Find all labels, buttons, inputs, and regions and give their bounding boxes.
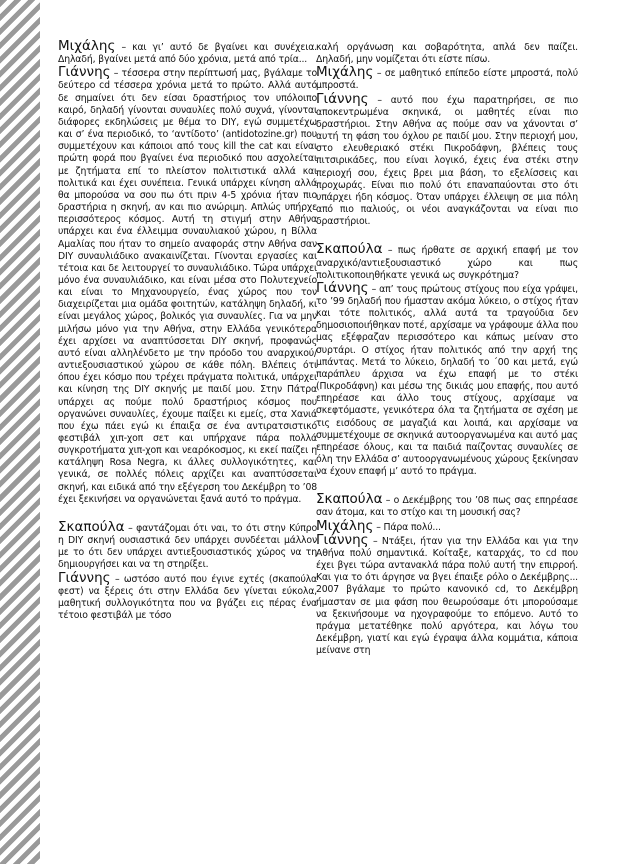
paragraph-text: – Ντάξει, ήταν για την Ελλάδα και για την Αθήνα πολύ σημαντικά. Κοίταξε, καταρχάς, το cd που έχει βγει τώρα αντανακλά πάρα πολύ αυτή την επιρροή. Και για το ότι άργησε να βγει έπαιξε ρόλο ο Δεκέμβρης... 2007 βγάλαμε το πρώτο κανονικό cd, το Δεκέμβρη ήμασταν σε μια φάση που θεωρούσαμε ότι μπορούσαμε να ξεκινήσουμε να ηχογραφούμε το επόμενο. Αυτό το πράγμα μετατέθηκε πολύ αργότερα, και λόγω του Δεκέμβρη, γιατί και εγώ έγραψα άλλα κομμάτια, κάποια μείνανε στη — [316, 535, 578, 657]
paragraph-text: καλή οργάνωση και σοβαρότητα, απλά δεν παίζει. Δηλαδή, μην νομίζεται ότι είστε πίσω. — [316, 42, 578, 66]
speaker-name: Γιάννης — [58, 569, 111, 586]
paragraph — [316, 90, 578, 229]
paragraph-text: – τέσσερα στην περίπτωσή μας, βγάλαμε το δεύτερο cd τέσσερα χρόνια μετά το πρώτο. Αλλά αυτό δε σημαίνει ότι δεν είσαι δραστήριος τον υπόλοιπο καιρό, δηλαδή γίνονται συναυλίες πολύ συχνά, γίνονται διάφορες εκδηλώσεις με θέμα το DIY, εγώ συμμετέχω και σ’ ένα περιοδικό, το ‘αντίδοτο’ (antidotozine.gr) που συμμετέχουν και κάποιοι από τους kill the cat και είναι πρώτη φορά που βγαίνει ένα περιοδικό που ασχολείται με ζητήματα επί το πλείστον πολιτιστικά αλλά και πολιτικά και έχει συνέπεια. Γενικά υπάρχει κίνηση αλλά θα μπορούσα να σου πω ότι πριν 4-5 χρόνια ήταν πιο δραστήρια η σκηνή, αν και πιο ανώριμη. Απλώς υπήρχε περισσότερος κόσμος. Αυτή τη στιγμή στην Αθήνα υπάρχει και ένα έλλειμμα συναυλιακού χώρου, η Βίλλα Αμαλίας που ήταν το σημείο αναφοράς στην Αθήνα σαν DIY συναυλιάδικο ανακαινίζεται. Γίνονται εργασίες και τέτοια και δε λειτουργεί το συναυλιάδικο. Τώρα υπάρχει μόνο ένα συναυλιάδικο, και είναι μέσα στο Πολυτεχνείο και είναι το Μηχανουργείο, ένας χώρος που τον διαχειρίζεται μια ομάδα φοιτητών, κατάληψη δηλαδή, κι είναι μεγάλος χώρος, βολικός για συναυλίες. Για να μην μιλήσω μόνο για την Αθήνα, στην Ελλάδα γενικότερα έχει αρχίσει να αναπτύσσεται DIY σκηνή, προφανώς αυτό είναι αλληλένδετο με την πρόοδο του αναρχικού/αντιεξουσιαστικού χώρου σε κάθε πόλη. Βλέπεις ότι όπου έχει κόσμο που τρέχει πράγματα πολιτικά, υπάρχει και κίνηση της DIY σκηνής με παιδί μου. Στην Πάτρα υπάρχει ας πούμε πολύ δραστήριος κόσμος που οργανώνει συναυλίες, έχουμε παίξει κι εμείς, στα Χανιά που έχω πάει εγώ κι έπαιξα σε ένα αντιρατσιστικό φεστιβάλ χιπ-χοπ σετ και υπήρχανε πάρα πολλά συγκροτήματα χιπ-χοπ και νεαρόκοσμος, κι εκεί παίζει η κατάληψη Rosa Negra, κι άλλες συλλογικότητες, και γενικά, σε πολλές πόλεις αρχίζει και αναπτύσσεται σκηνή, και ειδικά από την εξέγερση του Δεκέμβρη το ’08 έχει ξεκινήσει να οργανώνεται ξανά αυτό το πράγμα. — [58, 68, 317, 505]
speaker-name: Μιχάλης — [58, 38, 116, 54]
paragraph — [316, 243, 578, 281]
paragraph — [316, 66, 578, 92]
decorative-stripe-border — [0, 0, 40, 864]
paragraph-text: – αυτό που έχω παρατηρήσει, σε πιο αποκεντρωμένα σκηνικά, οι μαθητές είναι πιο δραστήριοι. Στην Αθήνα ας πούμε σαν να χάνονται σ’ αυτή τη φάση του όχλου ρε παιδί μου. Στην περιοχή μου, στο ελευθεριακό στέκι Πικροδάφνη, βλέπεις τους πιτσιρικάδες, που είναι λογικό, έχεις ένα στέκι στην περιοχή σου, έχεις βρει μια βάση, το εξελίσσεις και προχωράς. Είναι πιο πολύ ότι επαναπαύονται στο ότι υπάρχει ήδη κόσμος. Όταν υπάρχει έλλειψη σε μια πόλη από πιο παλιούς, οι νέοι αναγκάζονται να είναι πιο δραστήριοι. — [316, 94, 578, 228]
paragraph — [316, 279, 578, 479]
speaker-name: Μιχάλης — [316, 64, 374, 81]
paragraph — [58, 66, 317, 506]
speaker-name: Γιάννης — [316, 531, 369, 548]
speaker-name: Γιάννης — [58, 64, 111, 81]
speaker-name: Σκαπούλα — [316, 491, 383, 508]
paragraph-text: – σε μαθητικό επίπεδο είστε μπροστά, πολύ μπροστά. — [316, 68, 578, 92]
paragraph — [316, 531, 578, 658]
paragraph-text: – ωστόσο αυτό που έγινε εχτές (σκαπούλα φεστ) να ξέρεις ότι στην Ελλάδα δεν γίνεται εύκολα, μαθητική συλλογικότητα που να βγάζει εις πέρας ένα τέτοιο φεστιβάλ με τόσο — [58, 573, 317, 622]
paragraph — [58, 518, 317, 572]
paragraph-text: – Πάρα πολύ... — [373, 521, 441, 533]
speaker-name: Μιχάλης — [316, 517, 374, 534]
paragraph — [58, 569, 317, 623]
paragraph-text: – φαντάζομαι ότι ναι, το ότι στην Κύπρο η DIY σκηνή ουσιαστικά δεν υπάρχει συνδέεται μάλλον με το ότι δεν υπάρχει αντιεξουσιαστικός χώρος να τη δημιουργήσει και να τη στηρίξει. — [58, 522, 317, 571]
paragraph-text: – και γι’ αυτό δε βγαίνει και συνέχεια. Δηλαδή, βγαίνει μετά από δύο χρόνια, μετά από τρία... — [58, 42, 317, 66]
speaker-name: Σκαπούλα — [316, 241, 383, 258]
speaker-name: Γιάννης — [316, 90, 369, 107]
paragraph-text: – πως ήρθατε σε αρχική επαφή με τον αναρχικό/αντιεξουσιαστικό χώρο και πως πολιτικοποιηθήκατε γενικά ως συγκρότημα? — [316, 245, 578, 281]
speaker-name: Σκαπούλα — [58, 518, 125, 535]
right-column — [316, 40, 578, 657]
paragraph — [316, 40, 578, 66]
speaker-name: Γιάννης — [316, 279, 369, 296]
left-column — [58, 40, 317, 622]
paragraph-text: – απ’ τους πρώτους στίχους που είχα γράψει, το ’99 δηλαδή που ήμασταν ακόμα λύκειο, ο στίχος ήταν και τότε πολιτικός, αλλά αυτά τα τραγούδια δεν δημοσιοποιήθηκαν ποτέ, αρχίσαμε να γράφουμε άλλα που μας εξέφραζαν περισσότερο και κάπως μείναν στο συρτάρι. Ο στίχος ήταν πολιτικός από την αρχή της μπάντας. Μετά το λύκειο, δηλαδή το ΄00 και μετά, εγώ παράπλευ άρχισα να έχω επαφή με το στέκι (Πικροδάφνη) και μέσω της δικιάς μου επαφής, που αυτό επηρέασε και άλλο τους στίχους, αρχίσαμε να σκεφτόμαστε, γενικότερα όλα τα ζητήματα σε σχέση με τις εισόδους σε μαγαζιά και λοιπά, και αρχίσαμε να συμμετέχουμε σε σκηνικά αυτοοργανωμένα και αυτό μας επηρέασε όλους, και τα παιδιά παίζοντας συναυλίες σε όλη την Ελλάδα σ’ αυτοοργανωμένους χώρους ξεκίνησαν να έχουν επαφή μ’ αυτό το πράγμα. — [316, 283, 578, 478]
paragraph — [316, 493, 578, 519]
paragraph — [58, 40, 317, 66]
paragraph-text: – ο Δεκέμβρης του ’08 πως σας επηρέασε σαν άτομα, και το στίχο και τη μουσική σας? — [316, 495, 578, 519]
